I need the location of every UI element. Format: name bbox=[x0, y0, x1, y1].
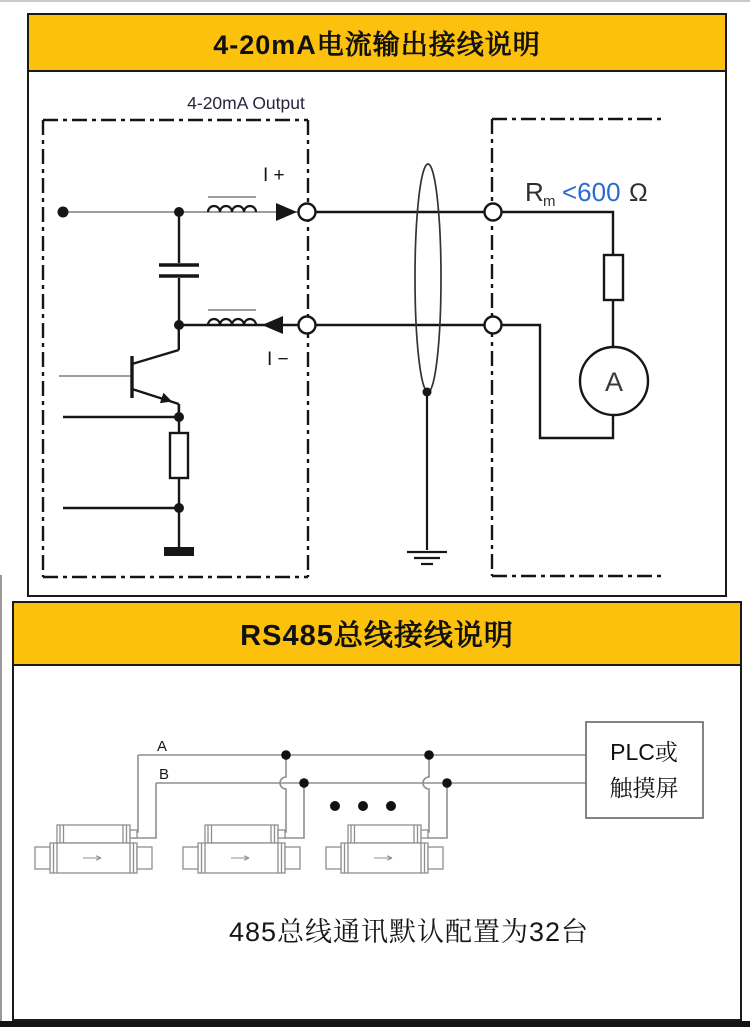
plc-label-line2: 触摸屏 bbox=[609, 775, 679, 801]
flow-meter-3 bbox=[326, 825, 443, 873]
page-bottom-edge bbox=[0, 1021, 750, 1027]
section2-title: RS485总线接线说明 bbox=[240, 620, 514, 652]
emitter-resistor bbox=[170, 433, 188, 478]
continuation-dots bbox=[330, 801, 396, 811]
section2-header bbox=[12, 601, 742, 666]
i-minus-label: I − bbox=[267, 349, 289, 370]
current-arrow-out bbox=[276, 203, 297, 221]
circuit-wires bbox=[63, 212, 613, 548]
plc-box bbox=[586, 722, 703, 818]
cable-shield bbox=[415, 164, 441, 392]
i-plus-label: I + bbox=[263, 165, 285, 186]
rs485-bus-diagram bbox=[14, 666, 740, 1019]
section1-panel bbox=[27, 70, 727, 597]
bus-b-label: B bbox=[159, 766, 170, 783]
plc-label-line1: PLC或 bbox=[610, 739, 678, 765]
junction-dots bbox=[58, 207, 432, 514]
chassis-ground bbox=[164, 547, 194, 556]
terminal-circles bbox=[299, 204, 502, 334]
page-top-edge bbox=[0, 0, 750, 2]
page-left-edge bbox=[0, 575, 2, 1027]
flow-meter-2 bbox=[183, 825, 300, 873]
flow-meter-1 bbox=[35, 825, 152, 873]
svg-text:R: R bbox=[525, 177, 544, 207]
section1-header bbox=[27, 13, 727, 72]
section1-title: 4-20mA电流输出接线说明 bbox=[213, 30, 541, 60]
earth-ground bbox=[407, 552, 447, 564]
capacitor bbox=[159, 265, 199, 276]
load-rating-label bbox=[525, 177, 648, 210]
current-output-circuit-diagram bbox=[29, 72, 725, 595]
bus-connection-dots bbox=[281, 750, 452, 788]
section2-panel bbox=[12, 664, 742, 1021]
transistor bbox=[132, 325, 179, 417]
svg-text:Ω: Ω bbox=[629, 179, 648, 207]
load-resistor bbox=[604, 255, 623, 300]
svg-text:<600: <600 bbox=[562, 177, 621, 207]
bus-capacity-caption: 485总线通讯默认配置为32台 bbox=[228, 917, 590, 947]
svg-text:m: m bbox=[543, 193, 556, 210]
ammeter-label: A bbox=[604, 367, 624, 397]
transistor-emitter-arrow bbox=[160, 393, 172, 403]
current-arrow-in bbox=[262, 316, 283, 334]
bus-a-label: A bbox=[157, 738, 168, 755]
output-label: 4-20mA Output bbox=[187, 93, 305, 113]
